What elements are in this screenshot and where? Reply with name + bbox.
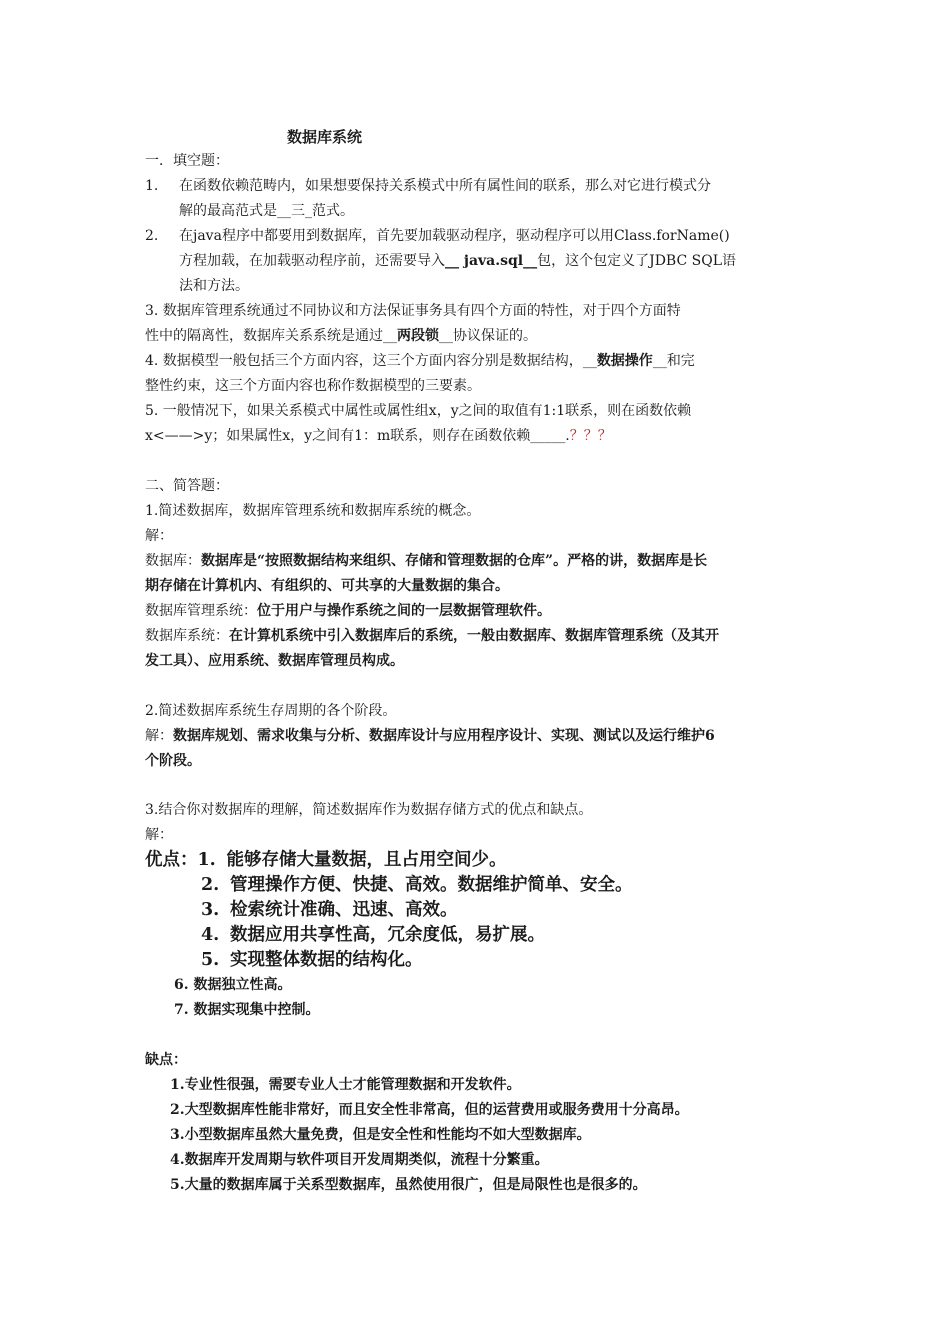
s2q2-answer-line2: 个阶段。 bbox=[145, 753, 201, 769]
adv-text: 能够存储大量数据，且占用空间少。 bbox=[226, 850, 507, 870]
q1-line2 bbox=[179, 199, 354, 224]
s2q1-question: 1.简述数据库，数据库管理系统和数据库系统的概念。 bbox=[145, 503, 481, 519]
adv-text: 实现整体数据的结构化。 bbox=[230, 950, 423, 970]
q1-line1 bbox=[145, 174, 711, 199]
q2-line3: 法和方法。 bbox=[179, 278, 249, 294]
advantage-item bbox=[201, 948, 423, 973]
s2q2-answer-line1 bbox=[145, 724, 715, 749]
adv-text: 检索统计准确、迅速、高效。 bbox=[230, 900, 458, 920]
advantage-item bbox=[145, 848, 507, 873]
adv-num: 4. bbox=[201, 925, 220, 945]
q4-text-2: 和完 bbox=[666, 353, 695, 369]
q2-answer: __ java.sql__ bbox=[445, 253, 538, 269]
q2-number: 2. bbox=[145, 228, 159, 244]
q4-text-1: 4. 数据模型一般包括三个方面内容，这三个方面内容分别是数据结构， bbox=[145, 353, 583, 369]
section2-heading: 二、简答题： bbox=[145, 478, 229, 494]
disadvantage-item: 5.大量的数据库属于关系型数据库，虽然使用很广，但是局限性也是很多的。 bbox=[170, 1177, 647, 1193]
dbs-label: 数据库系统： bbox=[145, 628, 229, 644]
q2-line2 bbox=[179, 249, 736, 274]
q1-answer: __三_ bbox=[277, 203, 312, 219]
q4-line2: 整性约束，这三个方面内容也称作数据模型的三要素。 bbox=[145, 378, 481, 394]
q1-text-3: 范式。 bbox=[312, 203, 354, 219]
adv-num: 1. bbox=[197, 850, 216, 870]
q3-line2 bbox=[145, 324, 537, 349]
q1-text-1: 在函数依赖范畴内，如果想要保持关系模式中所有属性间的联系，那么对它进行模式分 bbox=[179, 178, 711, 194]
q1-number: 1. bbox=[145, 178, 159, 194]
q2-text-1: 在java程序中都要用到数据库，首先要加载驱动程序，驱动程序可以用Class.forName() bbox=[179, 228, 730, 244]
adv-text: 管理操作方便、快捷、高效。数据维护简单、安全。 bbox=[230, 875, 633, 895]
s2q2-question: 2.简述数据库系统生存周期的各个阶段。 bbox=[145, 703, 397, 719]
s2q2-text-1: 数据库规划、需求收集与分析、数据库设计与应用程序设计、实现、测试以及运行维护6 bbox=[173, 728, 715, 744]
dbs-text-1: 在计算机系统中引入数据库后的系统，一般由数据库、数据库管理系统（及其开 bbox=[229, 628, 719, 644]
page-title: 数据库系统 bbox=[287, 128, 363, 146]
s2q1-jie: 解： bbox=[145, 528, 173, 544]
s2q1-dbms bbox=[145, 599, 551, 624]
q3-text-2: 性中的隔离性，数据库关系系统是通过 bbox=[145, 328, 383, 344]
s2q1-dbs-line2: 发工具）、应用系统、数据库管理员构成。 bbox=[145, 653, 404, 669]
q1-text-2: 解的最高范式是 bbox=[179, 203, 277, 219]
q3-blank-post: __ bbox=[439, 328, 453, 344]
q5-line2 bbox=[145, 424, 612, 449]
s2q1-dbs-line1 bbox=[145, 624, 719, 649]
q5-blank: _____ bbox=[530, 428, 566, 444]
disadvantage-item: 4.数据库开发周期与软件项目开发周期类似，流程十分繁重。 bbox=[170, 1152, 549, 1168]
adv-text: 数据应用共享性高，冗余度低，易扩展。 bbox=[230, 925, 545, 945]
adv-num: 2. bbox=[201, 875, 220, 895]
section1-heading: 一．填空题： bbox=[145, 153, 229, 169]
q3-line1: 3. 数据库管理系统通过不同协议和方法保证事务具有四个方面的特性，对于四个方面特 bbox=[145, 303, 681, 319]
q3-answer: 两段锁 bbox=[397, 328, 439, 344]
disadvantage-item: 1.专业性很强，需要专业人士才能管理数据和开发软件。 bbox=[170, 1077, 521, 1093]
s2q2-jie: 解： bbox=[145, 728, 173, 744]
disadvantages-label: 缺点： bbox=[145, 1052, 187, 1068]
disadvantage-item: 2.大型数据库性能非常好，而且安全性非常高，但的运营费用或服务费用十分高昂。 bbox=[170, 1102, 689, 1118]
q4-line1 bbox=[145, 349, 695, 374]
advantages-label: 优点： bbox=[145, 850, 198, 870]
adv-num: 3. bbox=[201, 900, 220, 920]
s2q1-db-line2: 期存储在计算机内、有组织的、可共享的大量数据的集合。 bbox=[145, 578, 509, 594]
q5-question-marks: ？？？ bbox=[569, 428, 612, 444]
s2q1-db-line1 bbox=[145, 549, 707, 574]
q4-blank-post: __ bbox=[652, 353, 667, 369]
db-text-1: 数据库是“按照数据结构来组织、存储和管理数据的仓库”。严格的讲，数据库是长 bbox=[201, 553, 708, 569]
q2-text-3: 包，这个包定义了JDBC SQL语 bbox=[537, 253, 737, 269]
q5-line1: 5. 一般情况下，如果关系模式中属性或属性组x，y之间的取值有1:1联系，则在函数依赖 bbox=[145, 403, 692, 419]
adv-num: 5. bbox=[201, 950, 220, 970]
advantage-item bbox=[201, 923, 545, 948]
q2-text-2: 方程加载，在加载驱动程序前，还需要导入 bbox=[179, 253, 445, 269]
q4-answer: 数据操作 bbox=[596, 353, 653, 369]
q5-dot: . bbox=[565, 428, 570, 444]
q4-blank-pre: __ bbox=[582, 353, 597, 369]
disadvantage-item: 3.小型数据库虽然大量免费，但是安全性和性能均不如大型数据库。 bbox=[170, 1127, 591, 1143]
q3-text-3: 协议保证的。 bbox=[453, 328, 537, 344]
db-label: 数据库： bbox=[145, 553, 201, 569]
advantage-item-6: 6. 数据独立性高。 bbox=[174, 977, 292, 993]
s2q3-question: 3.结合你对数据库的理解，简述数据库作为数据存储方式的优点和缺点。 bbox=[145, 802, 593, 818]
q2-line1 bbox=[145, 224, 730, 249]
q5-text-2: x<——>y；如果属性x，y之间有1：m联系，则存在函数依赖 bbox=[145, 428, 531, 444]
dbms-label: 数据库管理系统： bbox=[145, 603, 257, 619]
q3-blank-pre: __ bbox=[383, 328, 397, 344]
s2q3-jie: 解： bbox=[145, 827, 173, 843]
dbms-text: 位于用户与操作系统之间的一层数据管理软件。 bbox=[257, 603, 551, 619]
advantage-item bbox=[201, 898, 458, 923]
advantage-item bbox=[201, 873, 633, 898]
advantage-item-7: 7. 数据实现集中控制。 bbox=[174, 1002, 320, 1018]
